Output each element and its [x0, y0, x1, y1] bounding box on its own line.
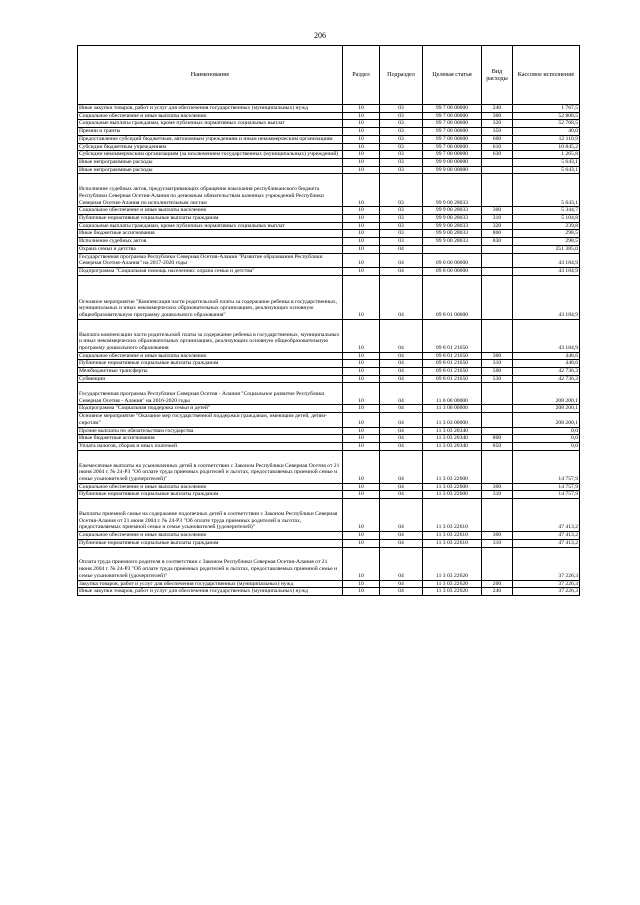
cell-v: 630: [482, 151, 513, 159]
cell-a: 5 643,1: [513, 158, 580, 166]
table-row: [78, 174, 580, 207]
cell-v: 800: [482, 435, 513, 443]
cell-a: 251 385,0: [513, 245, 580, 253]
cell-a: 5 104,8: [513, 215, 580, 223]
cell-r: 10: [343, 435, 380, 443]
cell-name: Основное мероприятие "Компенсация части родительской платы за содержание ребенка в государственных, муниципальных и иных некоммерческих образовательных организациях, реализующих основную общеобразовательную программу дошкольного образования": [78, 275, 343, 319]
cell-t: 09 8 01 21650: [423, 319, 482, 352]
cell-name: Выплата компенсации части родительской платы за содержание ребенка в государственных, муниципальных и иных некоммерческих образовательных организациях, реализующих основную общеобразовательную программу дошкольного образования: [78, 319, 343, 352]
cell-a: 208 200,1: [513, 383, 580, 405]
cell-p: 04: [380, 368, 423, 376]
table-row: [78, 427, 580, 435]
cell-a: 43 184,9: [513, 275, 580, 319]
table-row: [78, 238, 580, 246]
cell-r: 10: [343, 442, 380, 450]
table-row: [78, 352, 580, 360]
table-row: [78, 491, 580, 499]
cell-v: [482, 267, 513, 275]
cell-p: 04: [380, 319, 423, 352]
table-row: [78, 112, 580, 120]
cell-name: Прочие выплаты по обязательствам государства: [78, 427, 343, 435]
table-row: [78, 405, 580, 413]
cell-p: 04: [380, 450, 423, 483]
cell-a: 40,0: [513, 128, 580, 136]
cell-a: 12 110,9: [513, 135, 580, 143]
cell-v: 300: [482, 352, 513, 360]
cell-name: Публичные нормативные социальные выплаты гражданам: [78, 360, 343, 368]
table-row: [78, 360, 580, 368]
cell-name: Исполнение судебных актов: [78, 238, 343, 246]
cell-t: 09 8 01 00000: [423, 275, 482, 319]
table-row: [78, 547, 580, 580]
cell-name: Уплата налогов, сборов и иных платежей: [78, 442, 343, 450]
cell-t: 11 3 03 22600: [423, 491, 482, 499]
cell-a: 298,5: [513, 238, 580, 246]
cell-name: Премии и гранты: [78, 128, 343, 136]
table-header-row: [78, 46, 580, 105]
cell-v: 310: [482, 215, 513, 223]
cell-a: 52 808,5: [513, 112, 580, 120]
cell-p: 04: [380, 245, 423, 253]
cell-v: 610: [482, 143, 513, 151]
cell-v: 830: [482, 238, 513, 246]
cell-p: 04: [380, 442, 423, 450]
cell-name: Публичные нормативные социальные выплаты гражданам: [78, 491, 343, 499]
cell-v: 600: [482, 135, 513, 143]
cell-name: Субвенции: [78, 375, 343, 383]
cell-p: 03: [380, 112, 423, 120]
cell-r: 10: [343, 580, 380, 588]
cell-name: Социальное обеспечение и иные выплаты населению: [78, 352, 343, 360]
cell-t: 99 9 00 28033: [423, 238, 482, 246]
cell-name: Государственная программа Республики Северная Осетия-Алания "Развитие образования Республики Северная Осетия-Алания" на 2017-2020 годы: [78, 253, 343, 267]
cell-v: 530: [482, 375, 513, 383]
cell-a: 448,6: [513, 360, 580, 368]
cell-p: 04: [380, 267, 423, 275]
cell-p: 04: [380, 547, 423, 580]
cell-t: 11 3 03 22620: [423, 588, 482, 596]
cell-r: 10: [343, 427, 380, 435]
cell-r: 10: [343, 120, 380, 128]
cell-v: 300: [482, 207, 513, 215]
cell-p: 03: [380, 158, 423, 166]
cell-p: 03: [380, 238, 423, 246]
cell-p: 04: [380, 360, 423, 368]
cell-r: 10: [343, 547, 380, 580]
cell-v: [482, 499, 513, 532]
cell-a: 37 226,3: [513, 588, 580, 596]
table-row: [78, 166, 580, 174]
cell-v: [482, 158, 513, 166]
cell-r: 10: [343, 112, 380, 120]
cell-t: 11 0 00 00000: [423, 383, 482, 405]
cell-r: 10: [343, 539, 380, 547]
cell-t: 99 9 00 28033: [423, 174, 482, 207]
cell-t: 11 3 03 22610: [423, 499, 482, 532]
cell-t: 99 7 00 00000: [423, 120, 482, 128]
cell-a: 1 767,5: [513, 105, 580, 113]
cell-a: 14 757,9: [513, 491, 580, 499]
cell-t: 09 8 01 21650: [423, 375, 482, 383]
cell-p: 03: [380, 135, 423, 143]
cell-r: 10: [343, 143, 380, 151]
cell-a: 208 200,1: [513, 413, 580, 427]
cell-p: 04: [380, 427, 423, 435]
cell-a: 1 265,8: [513, 151, 580, 159]
cell-p: 03: [380, 174, 423, 207]
cell-name: Субсидии бюджетным учреждениям: [78, 143, 343, 151]
table-row: [78, 483, 580, 491]
cell-a: 37 226,3: [513, 580, 580, 588]
cell-p: 03: [380, 128, 423, 136]
cell-p: 04: [380, 352, 423, 360]
cell-a: 43 184,9: [513, 253, 580, 267]
cell-t: 99 7 00 00000: [423, 151, 482, 159]
cell-t: 11 3 03 22610: [423, 539, 482, 547]
cell-t: 11 3 00 00000: [423, 405, 482, 413]
cell-v: [482, 166, 513, 174]
cell-t: [423, 245, 482, 253]
cell-r: 10: [343, 105, 380, 113]
cell-v: 240: [482, 588, 513, 596]
cell-name: Исполнение судебных актов, предусматривающих обращение взыскания республиканского бюджета Республики Северная Осетия-Алания по денежным обязательствам казенных учреждений Республики Северная Осетия-Алания по исполнительным листам: [78, 174, 343, 207]
cell-name: Подпрограмма "Социальная поддержка семьи и детей": [78, 405, 343, 413]
cell-v: 320: [482, 120, 513, 128]
table-row: [78, 442, 580, 450]
table-row: [78, 588, 580, 596]
cell-t: 99 7 00 00000: [423, 128, 482, 136]
cell-name: Государственная программа Республики Северная Осетия - Алания "Социальное развитие Республики Северная Осетия - Алания" на 2016-2020 годы: [78, 383, 343, 405]
cell-t: 09 8 00 00000: [423, 267, 482, 275]
cell-a: 298,5: [513, 230, 580, 238]
cell-p: 04: [380, 375, 423, 383]
cell-t: 99 7 00 00000: [423, 135, 482, 143]
cell-t: 99 7 00 00000: [423, 105, 482, 113]
cell-name: Социальное обеспечение и иные выплаты населению: [78, 207, 343, 215]
cell-v: 300: [482, 532, 513, 540]
cell-name: Иные бюджетные ассигнования: [78, 230, 343, 238]
cell-v: [482, 319, 513, 352]
cell-v: 240: [482, 105, 513, 113]
table-row: [78, 245, 580, 253]
cell-a: 14 757,9: [513, 483, 580, 491]
page-number: 206: [314, 31, 326, 40]
cell-a: 14 757,9: [513, 450, 580, 483]
table-row: [78, 368, 580, 376]
table-row: [78, 143, 580, 151]
cell-name: Социальные выплаты гражданам, кроме публичных нормативных социальных выплат: [78, 120, 343, 128]
cell-p: 04: [380, 532, 423, 540]
cell-a: 0,0: [513, 427, 580, 435]
cell-name: Оплата труда приемного родителя в соответствии с Законом Республики Северная Осетия-Алания от 21 июня 2004 г. № 24-РЗ "Об оплате труда приемных родителей и льготах, предоставляемых приемной семье и семье усыновителей (удочерителей)": [78, 547, 343, 580]
header-amount: Кассовое исполнение: [513, 46, 580, 105]
cell-name: Иные закупки товаров, работ и услуг для обеспечения государственных (муниципальных) нужд: [78, 588, 343, 596]
cell-name: Социальное обеспечение и иные выплаты населению: [78, 483, 343, 491]
cell-a: 47 413,2: [513, 499, 580, 532]
cell-name: Предоставление субсидий бюджетным, автономным учреждениям и иным некоммерческим организациям: [78, 135, 343, 143]
cell-a: 52 768,5: [513, 120, 580, 128]
cell-v: 850: [482, 442, 513, 450]
cell-a: 37 226,3: [513, 547, 580, 580]
table-row: [78, 128, 580, 136]
cell-r: 10: [343, 245, 380, 253]
cell-p: 03: [380, 230, 423, 238]
cell-r: 10: [343, 499, 380, 532]
cell-t: 11 3 03 22610: [423, 532, 482, 540]
table-row: [78, 207, 580, 215]
cell-p: 04: [380, 588, 423, 596]
table-row: [78, 435, 580, 443]
cell-v: 320: [482, 222, 513, 230]
cell-p: 04: [380, 413, 423, 427]
cell-name: Субсидии некоммерческим организациям (за исключением государственных (муниципальных) учреждений): [78, 151, 343, 159]
cell-r: 10: [343, 491, 380, 499]
cell-r: 10: [343, 222, 380, 230]
table-row: [78, 230, 580, 238]
cell-a: 239,8: [513, 222, 580, 230]
table-row: [78, 375, 580, 383]
cell-a: 448,6: [513, 352, 580, 360]
cell-t: 09 8 01 21650: [423, 368, 482, 376]
table-row: [78, 383, 580, 405]
cell-name: Публичные нормативные социальные выплаты гражданам: [78, 539, 343, 547]
cell-a: 43 184,9: [513, 267, 580, 275]
table-row: [78, 532, 580, 540]
cell-name: Подпрограмма "Социальная помощь населению: охрана семьи и детства": [78, 267, 343, 275]
table-row: [78, 135, 580, 143]
cell-r: 10: [343, 352, 380, 360]
cell-v: 310: [482, 491, 513, 499]
cell-name: Публичные нормативные социальные выплаты гражданам: [78, 215, 343, 223]
cell-v: [482, 245, 513, 253]
cell-r: 10: [343, 238, 380, 246]
cell-a: 47 413,2: [513, 539, 580, 547]
cell-a: 208 200,1: [513, 405, 580, 413]
cell-v: [482, 174, 513, 207]
cell-r: 10: [343, 405, 380, 413]
cell-v: 500: [482, 368, 513, 376]
table-row: [78, 105, 580, 113]
cell-p: 04: [380, 275, 423, 319]
header-target: Целевая статья: [423, 46, 482, 105]
cell-name: Иные закупки товаров, работ и услуг для обеспечения государственных (муниципальных) нужд: [78, 105, 343, 113]
cell-name: Межбюджетные трансферты: [78, 368, 343, 376]
cell-a: 10 845,2: [513, 143, 580, 151]
cell-r: 10: [343, 483, 380, 491]
cell-r: 10: [343, 253, 380, 267]
header-razdel: Раздел: [343, 46, 380, 105]
cell-r: 10: [343, 128, 380, 136]
cell-p: 04: [380, 499, 423, 532]
cell-v: 310: [482, 360, 513, 368]
cell-v: [482, 413, 513, 427]
cell-name: Ежемесячные выплаты на усыновленных детей в соответствии с Законом Республики Северная Осетия от 21 июня 2004 г. № 24-РЗ "Об оплате труда приемных родителей и льготах, предоставляемых приемной семье и семье усыновителей (удочерителей)": [78, 450, 343, 483]
table-row: [78, 253, 580, 267]
cell-r: 10: [343, 588, 380, 596]
table-row: [78, 580, 580, 588]
cell-p: 04: [380, 483, 423, 491]
cell-r: 10: [343, 275, 380, 319]
cell-r: 10: [343, 215, 380, 223]
cell-p: 03: [380, 120, 423, 128]
cell-p: 04: [380, 435, 423, 443]
cell-name: Социальные выплаты гражданам, кроме публичных нормативных социальных выплат: [78, 222, 343, 230]
cell-v: 200: [482, 580, 513, 588]
table-row: [78, 499, 580, 532]
cell-p: 03: [380, 207, 423, 215]
table-body: [78, 105, 580, 596]
cell-name: Иные непрограммные расходы: [78, 166, 343, 174]
cell-t: 99 9 00 28033: [423, 230, 482, 238]
cell-p: 03: [380, 222, 423, 230]
table-row: [78, 413, 580, 427]
cell-p: 03: [380, 166, 423, 174]
cell-r: 10: [343, 230, 380, 238]
cell-r: 10: [343, 174, 380, 207]
budget-table: [77, 45, 580, 596]
cell-r: 10: [343, 166, 380, 174]
cell-v: [482, 253, 513, 267]
cell-name: Иные непрограммные расходы: [78, 158, 343, 166]
table-row: [78, 215, 580, 223]
cell-t: 11 3 03 22620: [423, 547, 482, 580]
cell-p: 03: [380, 151, 423, 159]
cell-r: 10: [343, 158, 380, 166]
cell-v: [482, 383, 513, 405]
cell-t: 09 0 00 00000: [423, 253, 482, 267]
cell-a: 42 736,3: [513, 375, 580, 383]
cell-p: 04: [380, 539, 423, 547]
cell-a: 0,0: [513, 435, 580, 443]
cell-p: 03: [380, 215, 423, 223]
cell-name: Основное мероприятие "Оказание мер государственной поддержки гражданам, имеющим детей, детям-сиротам": [78, 413, 343, 427]
cell-t: 99 9 00 28033: [423, 222, 482, 230]
cell-r: 10: [343, 413, 380, 427]
cell-name: Выплаты приемной семье на содержание подопечных детей в соответствии с Законом Республики Северная Осетия-Алания от 21 июня 2004 г. № 24-РЗ "Об оплате труда приемных родителей и льготах, предоставляемых приемной семье и семье усыновителей (удочерителей)": [78, 499, 343, 532]
cell-t: 11 3 03 22600: [423, 450, 482, 483]
table-row: [78, 319, 580, 352]
cell-t: 09 8 01 21650: [423, 360, 482, 368]
cell-r: 10: [343, 135, 380, 143]
cell-r: 10: [343, 267, 380, 275]
cell-t: 11 3 03 22620: [423, 580, 482, 588]
table-row: [78, 539, 580, 547]
header-vid: Вид расходы: [482, 46, 513, 105]
cell-v: [482, 547, 513, 580]
cell-r: 10: [343, 151, 380, 159]
cell-v: 310: [482, 539, 513, 547]
cell-p: 03: [380, 105, 423, 113]
cell-a: 5 344,7: [513, 207, 580, 215]
cell-name: Социальное обеспечение и иные выплаты населению: [78, 532, 343, 540]
cell-v: [482, 275, 513, 319]
cell-v: 350: [482, 128, 513, 136]
cell-v: 300: [482, 112, 513, 120]
cell-p: 04: [380, 405, 423, 413]
cell-a: 0,0: [513, 442, 580, 450]
table-row: [78, 450, 580, 483]
cell-t: 99 9 00 28033: [423, 215, 482, 223]
cell-p: 03: [380, 143, 423, 151]
cell-r: 10: [343, 375, 380, 383]
cell-a: 5 643,1: [513, 166, 580, 174]
cell-name: Иные бюджетные ассигнования: [78, 435, 343, 443]
cell-t: 99 9 00 00000: [423, 166, 482, 174]
table-row: [78, 222, 580, 230]
cell-r: 10: [343, 319, 380, 352]
table-row: [78, 275, 580, 319]
cell-p: 04: [380, 253, 423, 267]
cell-t: 99 9 00 28033: [423, 207, 482, 215]
cell-p: 04: [380, 491, 423, 499]
cell-r: 10: [343, 532, 380, 540]
cell-t: 99 7 00 00000: [423, 112, 482, 120]
table-row: [78, 158, 580, 166]
cell-t: 11 3 03 22600: [423, 483, 482, 491]
cell-v: [482, 405, 513, 413]
cell-r: 10: [343, 450, 380, 483]
cell-t: 11 3 03 20340: [423, 435, 482, 443]
cell-t: 11 3 03 20340: [423, 442, 482, 450]
cell-v: [482, 450, 513, 483]
table-row: [78, 120, 580, 128]
cell-v: 300: [482, 483, 513, 491]
cell-t: 99 9 00 00000: [423, 158, 482, 166]
cell-name: Охрана семьи и детства: [78, 245, 343, 253]
cell-name: Социальное обеспечение и иные выплаты населению: [78, 112, 343, 120]
cell-name: Закупка товаров, работ и услуг для обеспечения государственных (муниципальных) нужд: [78, 580, 343, 588]
cell-r: 10: [343, 207, 380, 215]
cell-a: 5 643,1: [513, 174, 580, 207]
cell-a: 43 184,9: [513, 319, 580, 352]
cell-t: 99 7 00 00000: [423, 143, 482, 151]
cell-v: [482, 427, 513, 435]
cell-t: 11 3 03 20340: [423, 427, 482, 435]
cell-a: 47 413,2: [513, 532, 580, 540]
header-podrazdel: Подраздел: [380, 46, 423, 105]
cell-p: 04: [380, 383, 423, 405]
table-row: [78, 267, 580, 275]
cell-a: 42 736,3: [513, 368, 580, 376]
cell-r: 10: [343, 368, 380, 376]
cell-t: 11 3 03 00000: [423, 413, 482, 427]
cell-r: 10: [343, 383, 380, 405]
cell-t: 09 8 01 21650: [423, 352, 482, 360]
table-row: [78, 151, 580, 159]
cell-v: 800: [482, 230, 513, 238]
cell-r: 10: [343, 360, 380, 368]
header-name: Наименование: [78, 46, 343, 105]
cell-p: 04: [380, 580, 423, 588]
